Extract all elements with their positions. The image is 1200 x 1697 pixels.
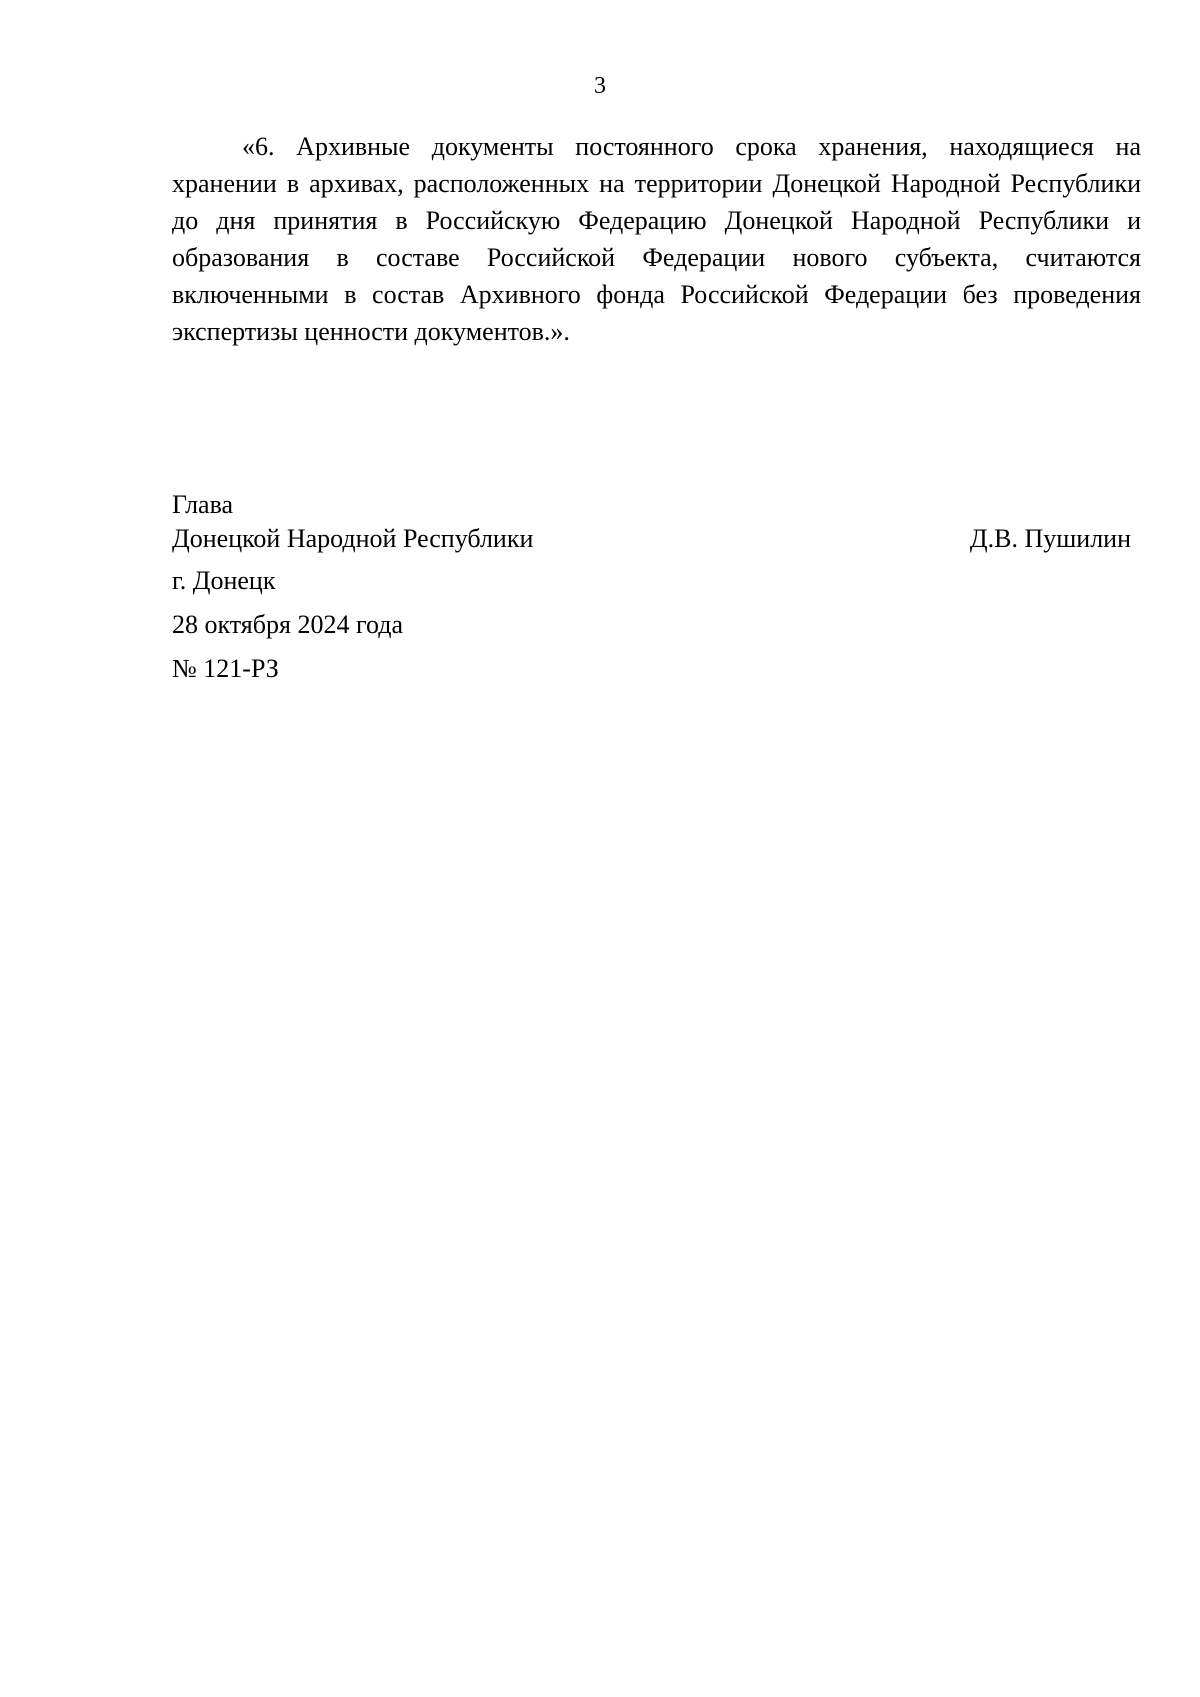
issue-city: г. Донецк (172, 566, 276, 595)
signature-block (172, 488, 1141, 556)
signature-title-line2: Донецкой Народной Республики (172, 524, 534, 553)
signature-title-row (172, 488, 1141, 522)
signatory-name: Д.В. Пушилин (969, 524, 1131, 553)
law-number: № 121-РЗ (172, 654, 279, 683)
page-number: 3 (594, 73, 606, 99)
article-paragraph: «6. Архивные документы постоянного срока хранения, находящиеся на хранении в архивах, расположенных на территории Донецкой Народной Республики до дня принятия в Российскую Федерацию Донецкой Народной Республики и образования в составе Российской Федерации нового субъекта, считаются включенными в состав Архивного фонда Российской Федерации без проведения экспертизы ценности документов.». (172, 132, 1141, 346)
issue-date: 28 октября 2024 года (172, 610, 403, 639)
signature-title-line1: Глава (172, 490, 234, 519)
signature-title-row-2 (172, 522, 1141, 556)
